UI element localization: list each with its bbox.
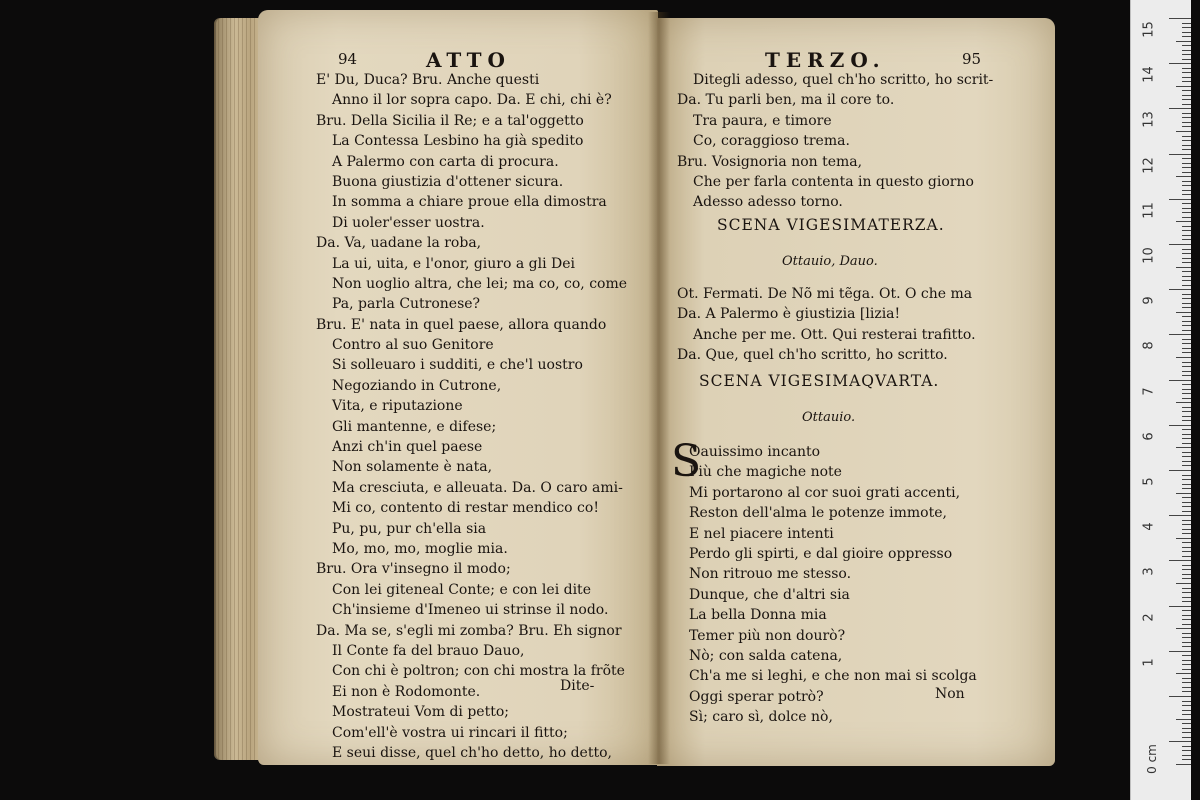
ruler-tick	[1182, 167, 1191, 168]
ruler-tick	[1182, 465, 1191, 466]
ruler-tick	[1182, 262, 1191, 263]
ruler-tick	[1182, 678, 1191, 679]
ruler-tick	[1182, 597, 1191, 598]
text-line: Bru. Ora v'insegno il modo;	[316, 561, 511, 578]
ruler-tick	[1182, 181, 1191, 182]
ruler-tick	[1182, 642, 1191, 643]
ruler-tick	[1182, 239, 1191, 240]
ruler-tick	[1169, 606, 1191, 607]
ruler-label: 14	[1141, 66, 1157, 83]
left-text-block	[316, 70, 646, 763]
ruler-tick	[1182, 529, 1191, 530]
ruler-tick	[1182, 723, 1191, 724]
drop-cap-letter: S	[671, 436, 702, 487]
ruler-tick	[1169, 289, 1191, 290]
ruler-tick	[1169, 560, 1191, 561]
ruler-tick	[1182, 728, 1191, 729]
ruler-tick	[1169, 18, 1191, 19]
text-line: Vita, e riputazione	[332, 398, 463, 415]
text-line: La Contessa Lesbino ha già spedito	[332, 133, 584, 150]
ruler-tick	[1182, 307, 1191, 308]
ruler-tick	[1182, 588, 1191, 589]
ruler-tick	[1182, 574, 1191, 575]
text-line: Dunque, che d'altri sia	[689, 586, 850, 603]
ruler-tick	[1176, 176, 1191, 177]
ruler-tick	[1182, 520, 1191, 521]
ruler-label: 7	[1141, 386, 1157, 396]
text-line: Ch'a me si leghi, e che non mai si scolga	[689, 668, 977, 685]
ruler-tick	[1182, 646, 1191, 647]
ruler-tick	[1169, 425, 1191, 426]
ruler-tick	[1182, 687, 1191, 688]
text-line: Sì; caro sì, dolce nò,	[689, 709, 833, 726]
ruler-tick	[1182, 50, 1191, 51]
text-line: Da. A Palermo è giustizia [lizia!	[677, 306, 901, 323]
ruler-tick	[1182, 610, 1191, 611]
ruler-label: 3	[1141, 567, 1157, 577]
ruler-tick	[1182, 285, 1191, 286]
ruler-tick	[1182, 755, 1191, 756]
ruler-tick	[1182, 271, 1191, 272]
ruler-tick	[1182, 212, 1191, 213]
text-line: Ch'insieme d'Imeneo ui strinse il nodo.	[332, 602, 609, 619]
ruler-tick	[1182, 126, 1191, 127]
ruler-tick	[1182, 411, 1191, 412]
ruler-tick	[1182, 619, 1191, 620]
ruler-tick	[1182, 226, 1191, 227]
ruler-tick	[1182, 547, 1191, 548]
ruler-tick	[1182, 393, 1191, 394]
ruler-tick	[1182, 343, 1191, 344]
ruler-tick	[1182, 475, 1191, 476]
text-line: Perdo gli spirti, e dal gioire oppresso	[689, 545, 953, 562]
right-page-number: 95	[962, 50, 982, 68]
ruler-tick	[1182, 624, 1191, 625]
ruler-tick	[1182, 456, 1191, 457]
ruler-tick	[1182, 416, 1191, 417]
ruler-tick	[1182, 615, 1191, 616]
text-line: Adesso adesso torno.	[693, 194, 843, 211]
left-running-head: ATTO	[426, 48, 511, 72]
ruler-label: 9	[1141, 296, 1157, 305]
ruler-tick	[1182, 104, 1191, 105]
text-line: Che per farla contenta in questo giorno	[693, 173, 974, 190]
text-line: Con chi è poltron; con chi mostra la frõte	[332, 663, 625, 680]
ruler-tick	[1182, 601, 1191, 602]
ruler-tick	[1169, 515, 1191, 516]
ruler-tick	[1182, 366, 1191, 367]
scene-23-persons: Ottauio, Dauo.	[782, 254, 878, 269]
book-gutter	[648, 12, 670, 764]
ruler-tick	[1182, 565, 1191, 566]
ruler-tick	[1182, 746, 1191, 747]
left-page-number: 94	[338, 50, 358, 68]
ruler-tick	[1182, 303, 1191, 304]
ruler-tick	[1182, 253, 1191, 254]
text-line: Com'ell'è vostra ui rincari il fitto;	[332, 724, 568, 741]
ruler-tick	[1182, 669, 1191, 670]
text-line: Anche per me. Ott. Qui resterai trafitto.	[693, 326, 976, 343]
text-line: Ma cresciuta, e alleuata. Da. O caro ami-	[332, 479, 623, 496]
ruler-tick	[1182, 321, 1191, 322]
ruler-label: 2	[1141, 612, 1157, 622]
ruler-tick	[1182, 276, 1191, 277]
ruler-tick	[1182, 136, 1191, 137]
ruler-tick	[1182, 434, 1191, 435]
ruler-tick	[1169, 334, 1191, 335]
ruler-tick	[1182, 325, 1191, 326]
ruler-tick	[1182, 592, 1191, 593]
ruler-tick	[1169, 470, 1191, 471]
ruler-tick	[1182, 27, 1191, 28]
ruler-tick	[1182, 298, 1191, 299]
ruler-tick	[1176, 719, 1191, 720]
ruler-tick	[1176, 764, 1191, 765]
ruler-tick	[1169, 244, 1191, 245]
ruler-tick	[1169, 651, 1191, 652]
ruler-tick	[1182, 420, 1191, 421]
ruler-tick	[1182, 36, 1191, 37]
ruler-unit-label: 0 cm	[1144, 744, 1159, 774]
text-line: Mostrateui Vom di petto;	[332, 704, 509, 721]
text-line: La bella Donna mia	[689, 607, 827, 624]
ruler-tick	[1169, 696, 1191, 697]
text-line: La ui, uita, e l'onor, giuro a gli Dei	[332, 255, 576, 272]
ruler-tick	[1182, 511, 1191, 512]
ruler-tick	[1182, 339, 1191, 340]
ruler-tick	[1182, 230, 1191, 231]
measuring-ruler	[1130, 0, 1191, 800]
text-line: Non solamente è nata,	[332, 459, 493, 476]
text-line: Mi portarono al cor suoi grati accenti,	[689, 484, 961, 501]
ruler-tick	[1182, 208, 1191, 209]
text-line: Con lei giteneal Conte; e con lei dite	[332, 581, 591, 598]
ruler-tick	[1176, 493, 1191, 494]
ruler-tick	[1169, 154, 1191, 155]
ruler-label: 1	[1141, 658, 1157, 667]
ruler-tick	[1176, 357, 1191, 358]
ruler-tick	[1176, 447, 1191, 448]
ruler-tick	[1182, 682, 1191, 683]
ruler-tick	[1182, 664, 1191, 665]
ruler-tick	[1182, 54, 1191, 55]
ruler-tick	[1182, 479, 1191, 480]
ruler-tick	[1182, 655, 1191, 656]
text-line: Reston dell'alma le potenze immote,	[689, 505, 947, 522]
ruler-tick	[1182, 578, 1191, 579]
ruler-tick	[1182, 217, 1191, 218]
ruler-tick	[1182, 362, 1191, 363]
ruler-tick	[1182, 68, 1191, 69]
text-line: Più che magiche note	[689, 464, 842, 481]
ruler-tick	[1182, 551, 1191, 552]
ruler-tick	[1182, 524, 1191, 525]
ruler-tick	[1182, 732, 1191, 733]
right-catchword: Non	[935, 686, 965, 702]
text-line: Co, coraggioso trema.	[693, 133, 850, 150]
ruler-tick	[1182, 461, 1191, 462]
text-line: Il Conte fa del brauo Dauo,	[332, 642, 525, 659]
scene-24-title: SCENA VIGESIMAQVARTA.	[699, 372, 940, 390]
ruler-tick	[1182, 569, 1191, 570]
ruler-tick	[1182, 90, 1191, 91]
ruler-tick	[1182, 235, 1191, 236]
ruler-tick	[1182, 714, 1191, 715]
ruler-tick	[1182, 258, 1191, 259]
ruler-tick	[1182, 203, 1191, 204]
text-line: Bru. Della Sicilia il Re; e a tal'oggetto	[316, 112, 584, 129]
text-line: Da. Va, uadane la roba,	[316, 235, 482, 252]
ruler-label: 5	[1141, 477, 1157, 486]
right-text-top	[677, 70, 1017, 213]
ruler-tick	[1182, 759, 1191, 760]
ruler-tick	[1182, 542, 1191, 543]
ruler-tick	[1182, 750, 1191, 751]
ruler-tick	[1169, 63, 1191, 64]
ruler-tick	[1182, 452, 1191, 453]
ruler-label: 12	[1141, 156, 1157, 174]
ruler-tick	[1182, 45, 1191, 46]
text-line: Anzi ch'in quel paese	[332, 439, 483, 456]
text-line: Pu, pu, pur ch'ella sia	[332, 520, 487, 537]
ruler-tick	[1182, 556, 1191, 557]
text-line: Ditegli adesso, quel ch'ho scritto, ho scrit-	[693, 72, 994, 88]
ruler-tick	[1176, 673, 1191, 674]
scene-24-text	[689, 442, 1019, 727]
scene-23-title: SCENA VIGESIMATERZA.	[717, 216, 945, 234]
ruler-tick	[1176, 312, 1191, 313]
ruler-tick	[1182, 330, 1191, 331]
text-line: Ei non è Rodomonte.	[332, 683, 481, 700]
ruler-tick	[1182, 438, 1191, 439]
text-line: Oauissimo incanto	[689, 444, 821, 460]
ruler-tick	[1182, 59, 1191, 60]
text-line: Bru. E' nata in quel paese, allora quando	[316, 316, 607, 333]
ruler-tick	[1182, 77, 1191, 78]
ruler-label: 6	[1141, 432, 1157, 441]
text-line: Pa, parla Cutronese?	[332, 296, 481, 313]
ruler-label: 11	[1141, 202, 1157, 219]
ruler-tick	[1182, 443, 1191, 444]
ruler-tick	[1182, 506, 1191, 507]
right-running-head: TERZO.	[765, 48, 886, 72]
text-line: Contro al suo Genitore	[332, 337, 494, 354]
ruler-tick	[1182, 710, 1191, 711]
ruler-tick	[1182, 185, 1191, 186]
text-line: Temer più non dourò?	[689, 627, 846, 644]
ruler-tick	[1182, 348, 1191, 349]
text-line: Mi co, contento di restar mendico co!	[332, 500, 599, 517]
ruler-tick	[1182, 113, 1191, 114]
ruler-label: 15	[1141, 21, 1157, 38]
ruler-tick	[1176, 131, 1191, 132]
text-line: Tra paura, e timore	[693, 112, 832, 129]
ruler-tick	[1182, 172, 1191, 173]
ruler-tick	[1169, 380, 1191, 381]
ruler-tick	[1182, 95, 1191, 96]
ruler-tick	[1182, 737, 1191, 738]
right-page	[657, 18, 1055, 766]
ruler-tick	[1182, 701, 1191, 702]
text-line: Negoziando in Cutrone,	[332, 377, 502, 394]
text-line: Da. Tu parli ben, ma il core to.	[677, 92, 895, 109]
ruler-tick	[1176, 583, 1191, 584]
text-line: Non ritrouo me stesso.	[689, 566, 852, 583]
ruler-tick	[1176, 267, 1191, 268]
text-line: E seui disse, quel ch'ho detto, ho detto,	[332, 744, 612, 761]
ruler-tick	[1182, 660, 1191, 661]
ruler-tick	[1182, 375, 1191, 376]
ruler-tick	[1182, 145, 1191, 146]
ruler-tick	[1182, 398, 1191, 399]
ruler-tick	[1176, 402, 1191, 403]
text-line: Da. Ma se, s'egli mi zomba? Bru. Eh signor	[316, 622, 622, 639]
left-catchword: Dite-	[560, 678, 595, 694]
text-line: Non uoglio altra, che lei; ma co, co, come	[332, 275, 628, 292]
text-line: Gli mantenne, e difese;	[332, 418, 497, 435]
ruler-tick	[1182, 429, 1191, 430]
text-line: Mo, mo, mo, moglie mia.	[332, 540, 508, 557]
ruler-tick	[1182, 384, 1191, 385]
ruler-tick	[1182, 122, 1191, 123]
ruler-tick	[1176, 86, 1191, 87]
ruler-tick	[1182, 705, 1191, 706]
ruler-tick	[1182, 249, 1191, 250]
ruler-label: 10	[1141, 247, 1157, 264]
ruler-tick	[1182, 389, 1191, 390]
text-line: In somma a chiare proue ella dimostra	[332, 194, 607, 211]
ruler-tick	[1182, 488, 1191, 489]
text-line: A Palermo con carta di procura.	[332, 153, 559, 170]
ruler-tick	[1176, 221, 1191, 222]
ruler-tick	[1182, 99, 1191, 100]
text-line: Buona giustizia d'ottener sicura.	[332, 173, 564, 190]
left-page	[258, 10, 658, 765]
text-line: Bru. Vosignoria non tema,	[677, 153, 863, 170]
ruler-tick	[1182, 497, 1191, 498]
ruler-tick	[1182, 32, 1191, 33]
ruler-tick	[1182, 158, 1191, 159]
ruler-tick	[1182, 294, 1191, 295]
ruler-tick	[1169, 199, 1191, 200]
ruler-tick	[1182, 407, 1191, 408]
text-line: Da. Que, quel ch'ho scritto, ho scritto.	[677, 347, 948, 364]
text-line: Di uoler'esser uostra.	[332, 214, 485, 231]
ruler-label: 13	[1141, 111, 1157, 129]
ruler-tick	[1169, 108, 1191, 109]
scene-24-persons: Ottauio.	[802, 410, 856, 425]
ruler-tick	[1182, 280, 1191, 281]
scene-23-text	[677, 284, 1017, 366]
ruler-tick	[1182, 140, 1191, 141]
ruler-tick	[1182, 190, 1191, 191]
text-line: Nò; con salda catena,	[689, 647, 843, 664]
ruler-tick	[1176, 538, 1191, 539]
ruler-tick	[1182, 149, 1191, 150]
ruler-tick	[1176, 628, 1191, 629]
ruler-tick	[1182, 502, 1191, 503]
ruler-label: 8	[1141, 341, 1157, 351]
text-line: Ot. Fermati. De Nõ mi tẽga. Ot. O che ma	[677, 286, 973, 302]
ruler-tick	[1176, 41, 1191, 42]
text-line: E' Du, Duca? Bru. Anche questi	[316, 72, 540, 88]
ruler-tick	[1182, 484, 1191, 485]
ruler-tick	[1182, 163, 1191, 164]
ruler-tick	[1182, 72, 1191, 73]
ruler-tick	[1182, 117, 1191, 118]
ruler-tick	[1182, 352, 1191, 353]
text-line: Oggi sperar potrò?	[689, 688, 824, 705]
ruler-tick	[1182, 23, 1191, 24]
ruler-label: 4	[1141, 522, 1157, 531]
ruler-tick	[1182, 637, 1191, 638]
ruler-tick	[1182, 81, 1191, 82]
ruler-tick	[1182, 633, 1191, 634]
text-line: Anno il lor sopra capo. Da. E chi, chi è?	[332, 92, 612, 109]
ruler-tick	[1182, 691, 1191, 692]
ruler-tick	[1169, 741, 1191, 742]
text-line: E nel piacere intenti	[689, 525, 834, 542]
text-line: Si solleuaro i sudditi, e che'l uostro	[332, 357, 583, 374]
ruler-tick	[1182, 533, 1191, 534]
ruler-tick	[1182, 371, 1191, 372]
ruler-tick	[1182, 194, 1191, 195]
ruler-tick	[1182, 316, 1191, 317]
